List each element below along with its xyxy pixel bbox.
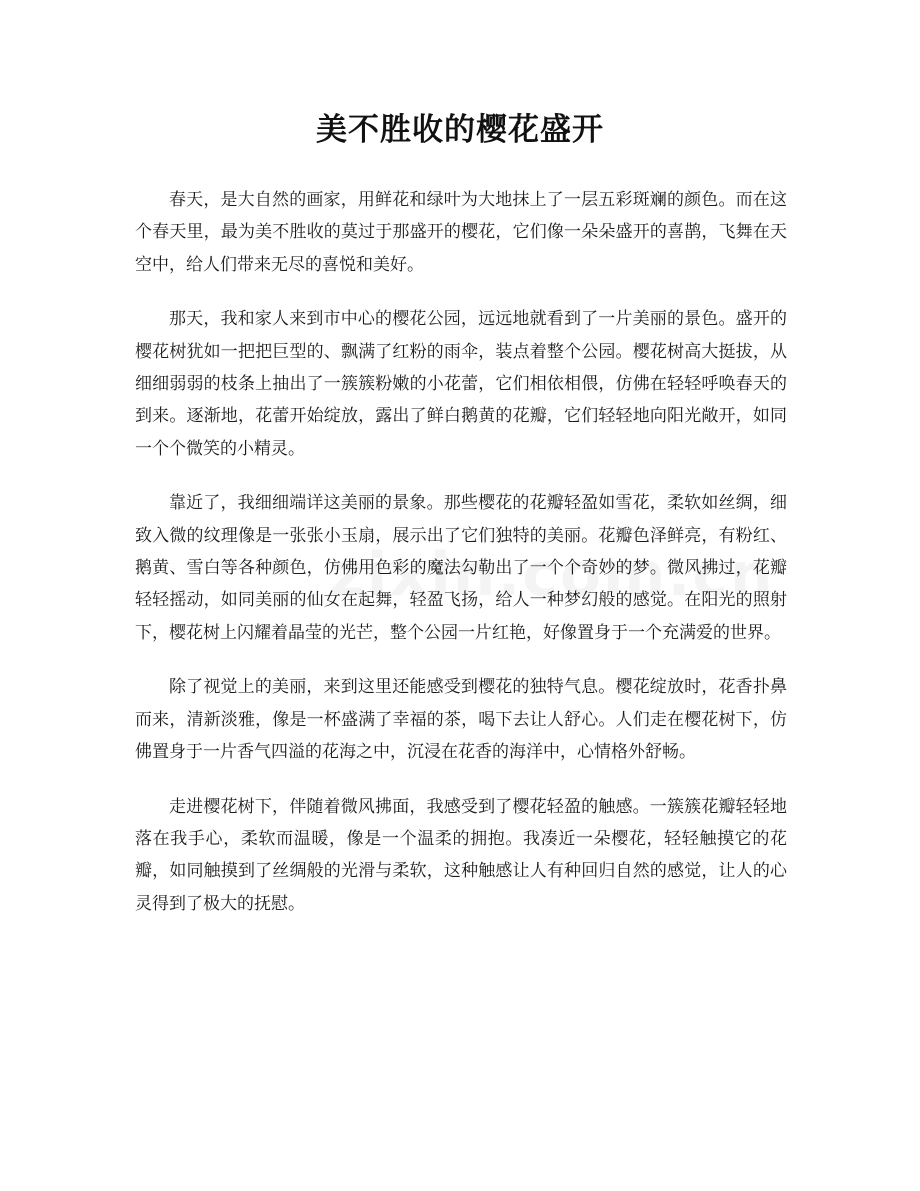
document-title: 美不胜收的樱花盛开: [316, 112, 604, 148]
paragraph-1: 春天，是大自然的画家，用鲜花和绿叶为大地抹上了一层五彩斑斓的颜色。而在这个春天里，最为美不胜收的莫过于那盛开的樱花，它们像一朵朵盛开的喜鹊，飞舞在天空中，给人们带来无尽的喜悦和美好。: [135, 190, 787, 275]
paragraph-3: 靠近了，我细细端详这美丽的景象。那些樱花的花瓣轻盈如雪花，柔软如丝绸，细致入微的纹理像是一张张小玉扇，展示出了它们独特的美丽。花瓣色泽鲜亮，有粉红、鹅黄、雪白等各种颜色，仿佛用色彩的魔法勾勒出了一个个奇妙的梦。微风拂过，花瓣轻轻摇动，如同美丽的仙女在起舞，轻盈飞扬，给人一种梦幻般的感觉。在阳光的照射下，樱花树上闪耀着晶莹的光芒，整个公园一片红艳，好像置身于一个充满爱的世界。: [135, 493, 787, 643]
paragraph-4: 除了视觉上的美丽，来到这里还能感受到樱花的独特气息。樱花绽放时，花香扑鼻而来，清新淡雅，像是一杯盛满了幸福的茶，喝下去让人舒心。人们走在樱花树下，仿佛置身于一片香气四溢的花海之中，沉浸在花香的海洋中，心情格外舒畅。: [135, 677, 787, 763]
paragraph-2: 那天，我和家人来到市中心的樱花公园，远远地就看到了一片美丽的景色。盛开的樱花树犹如一把把巨型的、飘满了红粉的雨伞，装点着整个公园。樱花树高大挺拔，从细细弱弱的枝条上抽出了一簇簇粉嫩的小花蕾，它们相依相偎，仿佛在轻轻呼唤春天的到来。逐渐地，花蕾开始绽放，露出了鲜白鹅黄的花瓣，它们轻轻地向阳光敞开，如同一个个微笑的小精灵。: [135, 309, 787, 459]
paragraph-5: 走进樱花树下，伴随着微风拂面，我感受到了樱花轻盈的触感。一簇簇花瓣轻轻地落在我手心，柔软而温暖，像是一个温柔的拥抱。我凑近一朵樱花，轻轻触摸它的花瓣，如同触摸到了丝绸般的光滑与柔软，这种触感让人有种回归自然的感觉，让人的心灵得到了极大的抚慰。: [135, 796, 787, 914]
document-body: [135, 184, 787, 942]
